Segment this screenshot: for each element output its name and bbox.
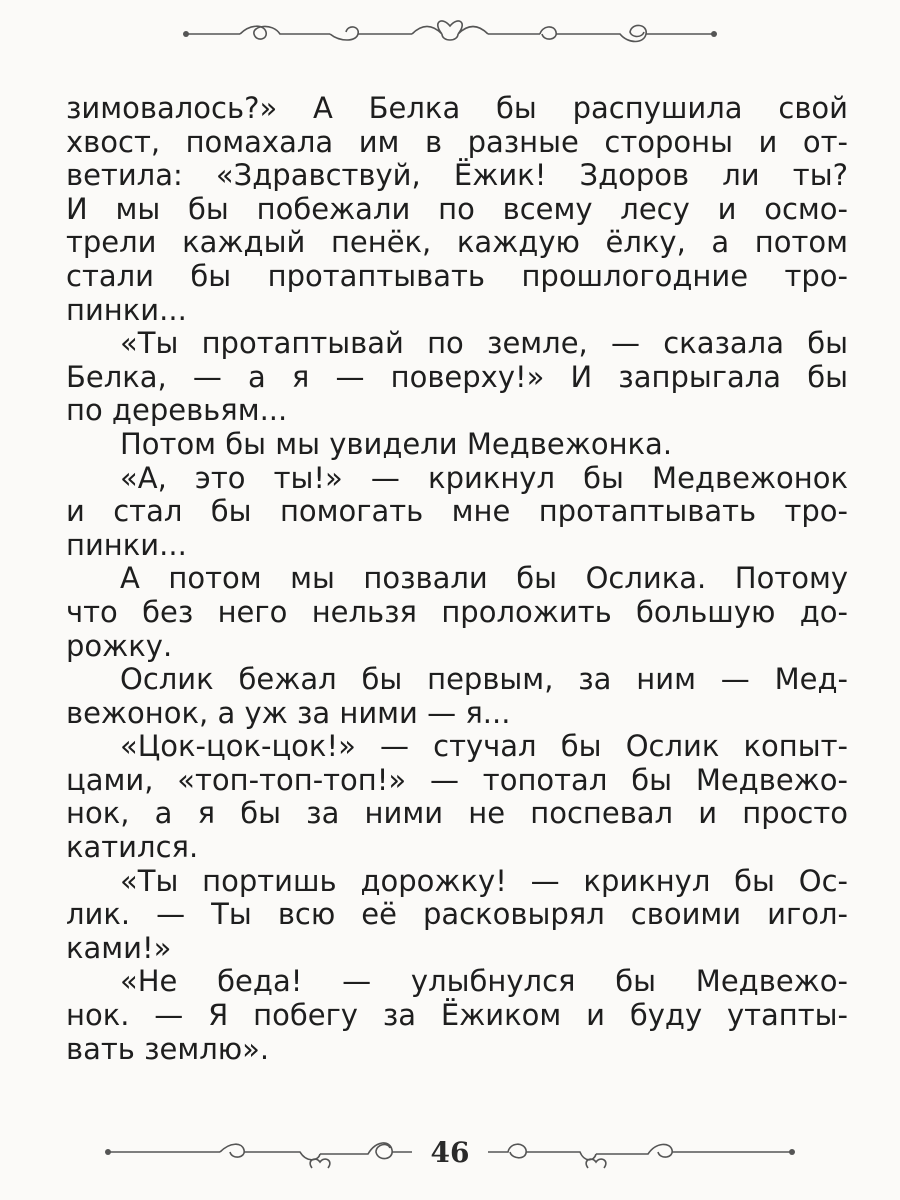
text-line: ветила: «Здравствуй, Ёжик! Здоров ли ты? xyxy=(66,158,848,193)
text-line: Потом бы мы увидели Медвежонка. xyxy=(120,426,673,461)
story-text xyxy=(66,92,848,1066)
text-line: лик. — Ты всю её расковырял своими игол- xyxy=(66,897,848,932)
text-line: что без него нельзя проложить большую до- xyxy=(66,594,848,629)
text-line: зимовалось?» А Белка бы распушила свой xyxy=(66,91,848,125)
text-line: нок. — Я побегу за Ёжиком и буду утапты- xyxy=(66,998,848,1033)
text-line: вежонок, а уж за ними — я... xyxy=(66,695,511,730)
text-line: катился. xyxy=(66,830,199,865)
top-flourish-ornament xyxy=(180,12,720,52)
text-line: «А, это ты!» — крикнул бы Медвежонок xyxy=(120,460,848,495)
text-line: И мы бы побежали по всему лесу и осмо- xyxy=(66,191,848,226)
page-number: 46 xyxy=(430,1136,470,1169)
text-line: цами, «топ-топ-топ!» — топотал бы Медвежо- xyxy=(66,762,848,797)
text-line: и стал бы помогать мне протаптывать тро- xyxy=(66,494,848,529)
text-line: стали бы протаптывать прошлогодние тро- xyxy=(66,258,848,293)
text-line: ками!» xyxy=(66,930,172,965)
text-line: «Ты протаптывай по земле, — сказала бы xyxy=(120,326,848,361)
text-line: пинки... xyxy=(66,292,187,327)
text-line: по деревьям... xyxy=(66,393,288,428)
text-line: Ослик бежал бы первым, за ним — Мед- xyxy=(120,662,848,697)
text-line: «Цок-цок-цок!» — стучал бы Ослик копыт- xyxy=(120,729,848,764)
text-line: пинки... xyxy=(66,527,187,562)
text-line: «Не беда! — улыбнулся бы Медвежо- xyxy=(120,964,848,999)
text-line: нок, а я бы за ними не поспевал и просто xyxy=(66,796,848,831)
text-line: трели каждый пенёк, каждую ёлку, а потом xyxy=(66,225,848,260)
text-line: «Ты портишь дорожку! — крикнул бы Ос- xyxy=(120,863,848,898)
text-line: Белка, — а я — поверху!» И запрыгала бы xyxy=(66,359,848,394)
text-line: вать землю». xyxy=(66,1031,270,1066)
text-line: рожку. xyxy=(66,628,173,663)
text-line: хвост, помахала им в разные стороны и от- xyxy=(66,124,848,159)
text-line: А потом мы позвали бы Ослика. Потому xyxy=(120,561,848,596)
